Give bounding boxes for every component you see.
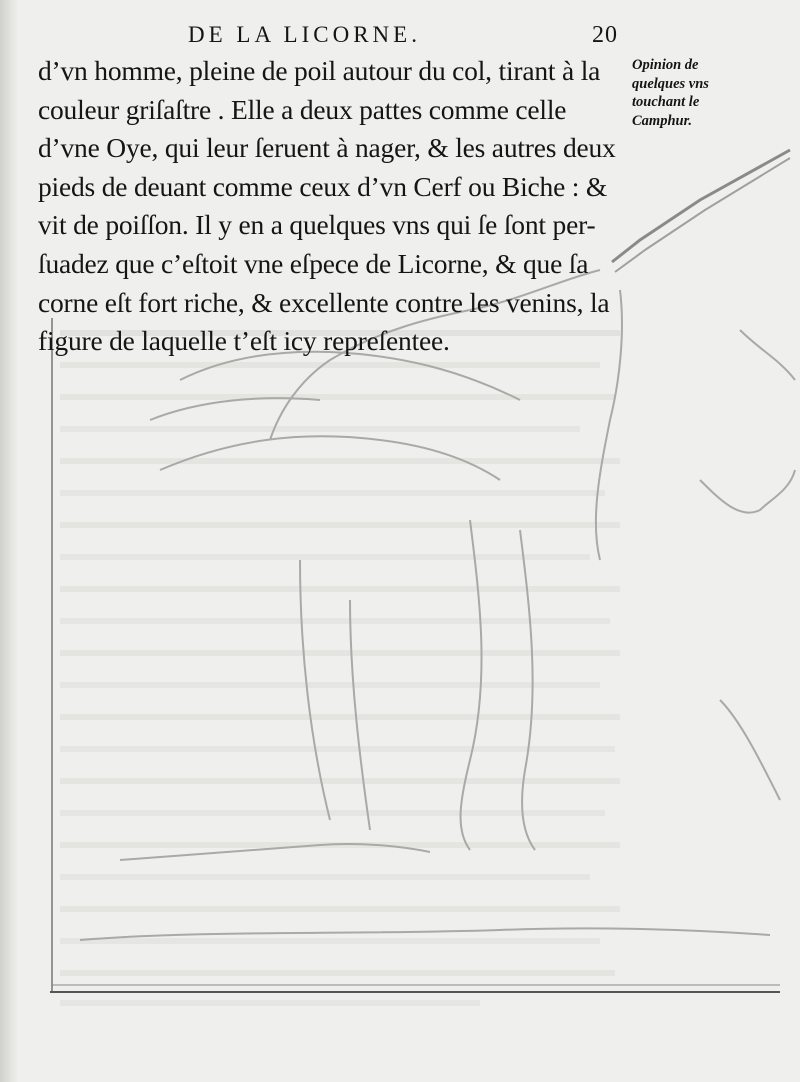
text-line: corne eſt fort riche, & excellente contre les venins, la [38, 286, 610, 318]
margin-note [632, 56, 792, 130]
margin-note-line: quelques vns [632, 75, 709, 92]
text-line: ſuadez que c’eſtoit vne eſpece de Licorne, & que ſa [38, 247, 589, 279]
body-text [38, 52, 628, 361]
page-header [188, 22, 618, 52]
text-line: couleur griſaſtre . Elle a deux pattes comme celle [38, 93, 567, 125]
margin-note-line: Opinion de [632, 57, 699, 73]
text-line: d’vne Oye, qui leur ſeruent à nager, & les autres deux [38, 132, 616, 164]
text-line: vit de poiſſon. Il y en a quelques vns qui ſe ſont per- [38, 209, 596, 241]
running-head: DE LA LICORNE. [188, 22, 421, 47]
text-line: d’vn homme, pleine de poil autour du col, tirant à la [38, 55, 601, 86]
text-line: pieds de deuant comme ceux d’vn Cerf ou Biche : & [38, 170, 608, 202]
page-number: 20 [592, 22, 618, 48]
text-line: figure de laquelle t’eſt icy repreſentee. [38, 325, 450, 357]
margin-note-line: Camphur. [632, 112, 693, 129]
margin-note-line: touchant le [632, 94, 700, 110]
